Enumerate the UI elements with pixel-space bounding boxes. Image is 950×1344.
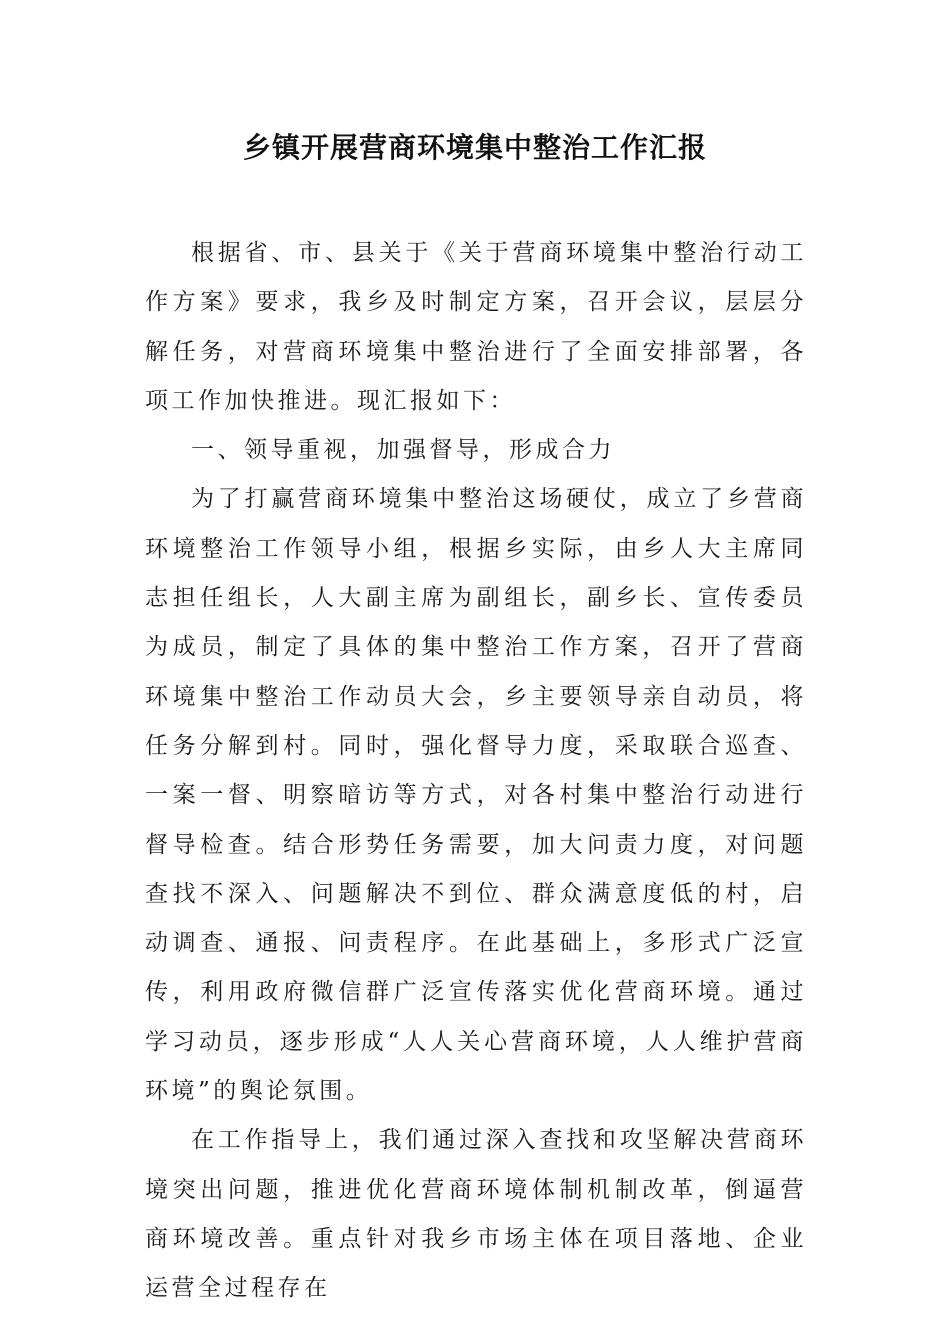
section-1-paragraph-2: 在工作指导上，我们通过深入查找和攻坚解决营商环境突出问题，推进优化营商环境体制机制改革，倒逼营商环境改善。重点针对我乡市场主体在项目落地、企业运营全过程存在 <box>145 1127 807 1302</box>
document-body <box>145 229 807 1314</box>
section-heading-1: 一、领导重视，加强督导，形成合力 <box>191 437 615 464</box>
intro-paragraph: 根据省、市、县关于《关于营商环境集中整治行动工作方案》要求，我乡及时制定方案，召开会议，层层分解任务，对营商环境集中整治进行了全面安排部署，各项工作加快推进。现汇报如下： <box>145 240 807 414</box>
document-title: 乡镇开展营商环境集中整治工作汇报 <box>242 131 707 164</box>
section-1-paragraph-1: 为了打赢营商环境集中整治这场硬仗，成立了乡营商环境整治工作领导小组，根据乡实际，由乡人大主席同志担任组长，人大副主席为副组长，副乡长、宣传委员为成员，制定了具体的集中整治工作方案，召开了营商环境集中整治工作动员大会，乡主要领导亲自动员，将任务分解到村。同时，强化督导力度，采取联合巡查、一案一督、明察暗访等方式，对各村集中整治行动进行督导检查。结合形势任务需要，加大问责力度，对问题查找不深入、问题解决不到位、群众满意度低的村，启动调查、通报、问责程序。在此基础上，多形式广泛宣传，利用政府微信群广泛宣传落实优化营商环境。通过学习动员，逐步形成“人人关心营商环境，人人维护营商环境”的舆论氛围。 <box>145 486 807 1105</box>
